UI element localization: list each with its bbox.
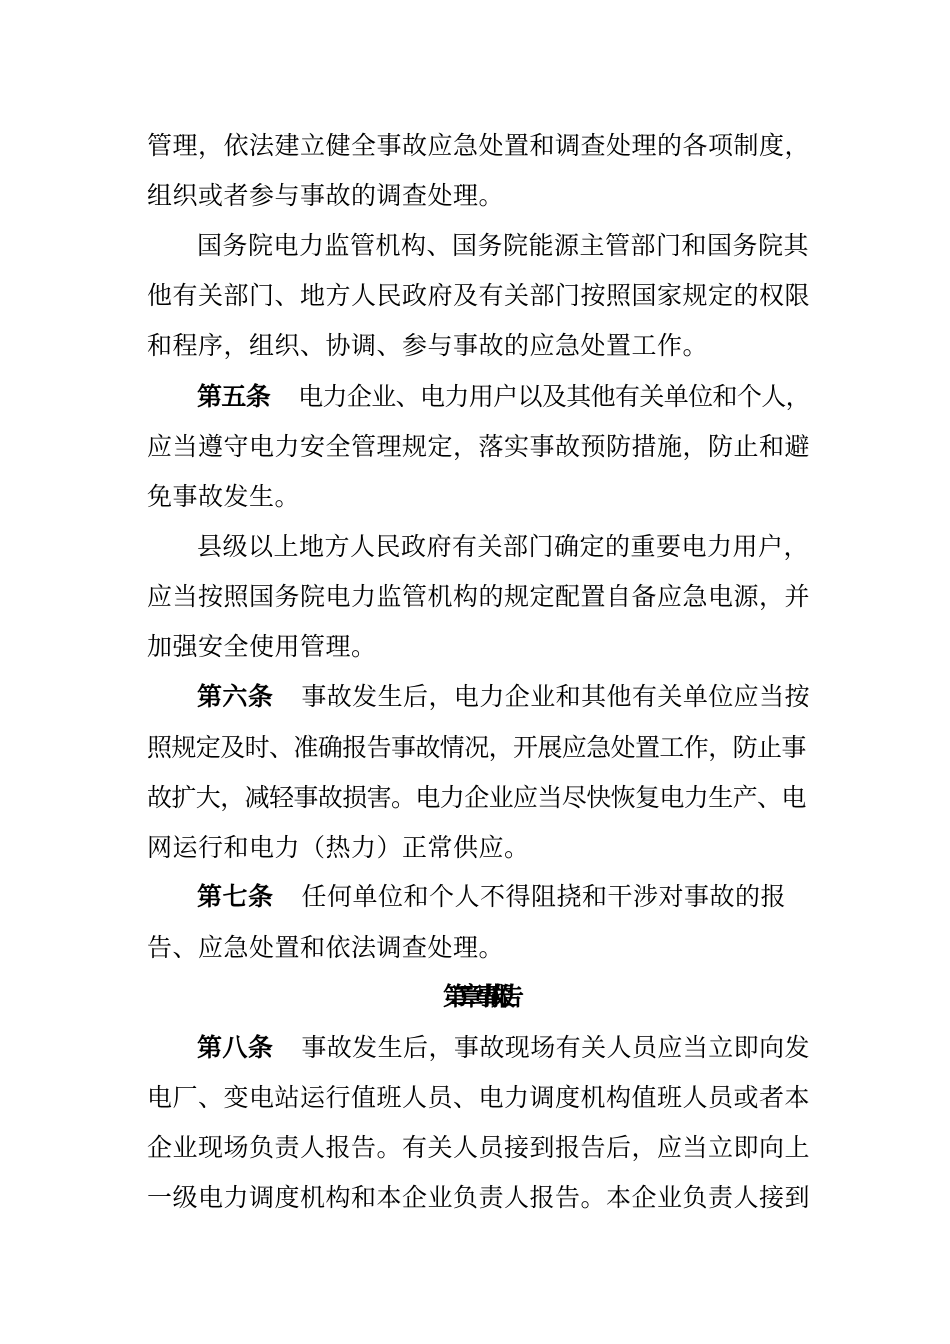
line-text: 管理，依法建立健全事故应急处置和调查处理的各项制度， xyxy=(147,131,810,160)
paragraph-line xyxy=(0,627,950,667)
paragraph-line xyxy=(0,828,950,868)
article-line xyxy=(0,1028,950,1068)
paragraph-line xyxy=(0,126,950,166)
paragraph-line xyxy=(0,728,950,768)
paragraph-line xyxy=(0,176,950,216)
article-number: 第七条 xyxy=(197,882,274,911)
paragraph-line xyxy=(0,427,950,467)
article-number: 第六条 xyxy=(197,682,274,711)
paragraph-line xyxy=(0,1078,950,1118)
paragraph-line xyxy=(0,577,950,617)
line-text xyxy=(197,1028,810,1068)
line-text: 县级以上地方人民政府有关部门确定的重要电力用户， xyxy=(197,532,810,561)
paragraph-line xyxy=(0,1128,950,1168)
paragraph-line xyxy=(0,226,950,266)
line-text: 网运行和电力（热力）正常供应。 xyxy=(147,833,530,862)
article-line xyxy=(0,877,950,917)
line-text xyxy=(197,377,810,417)
chapter-heading xyxy=(0,977,950,1017)
paragraph-line xyxy=(0,326,950,366)
article-text: 事故发生后，电力企业和其他有关单位应当按 xyxy=(301,682,810,711)
paragraph-line xyxy=(0,778,950,818)
line-text: 应当遵守电力安全管理规定，落实事故预防措施，防止和避 xyxy=(147,432,810,461)
paragraph-line xyxy=(0,276,950,316)
article-text: 电力企业、电力用户以及其他有关单位和个人， xyxy=(298,382,810,411)
line-text xyxy=(197,677,810,717)
article-line xyxy=(0,677,950,717)
line-text: 他有关部门、地方人民政府及有关部门按照国家规定的权限 xyxy=(147,281,810,310)
article-text: 任何单位和个人不得阻挠和干涉对事故的报 xyxy=(301,882,787,911)
chapter-title: 第二章 事故报告 xyxy=(442,982,507,1011)
line-text: 和程序，组织、协调、参与事故的应急处置工作。 xyxy=(147,331,709,360)
paragraph-line xyxy=(0,527,950,567)
article-number: 第八条 xyxy=(197,1033,274,1062)
line-text: 告、应急处置和依法调查处理。 xyxy=(147,933,505,962)
line-text: 故扩大，减轻事故损害。电力企业应当尽快恢复电力生产、电 xyxy=(147,783,806,812)
line-text: 一级电力调度机构和本企业负责人报告。本企业负责人接到 xyxy=(147,1183,810,1212)
line-text: 组织或者参与事故的调查处理。 xyxy=(147,181,505,210)
line-text: 应当按照国务院电力监管机构的规定配置自备应急电源，并 xyxy=(147,582,810,611)
line-text: 电厂、变电站运行值班人员、电力调度机构值班人员或者本 xyxy=(147,1083,810,1112)
line-text: 照规定及时、准确报告事故情况，开展应急处置工作，防止事 xyxy=(147,733,806,762)
line-text: 企业现场负责人报告。有关人员接到报告后，应当立即向上 xyxy=(147,1133,810,1162)
line-text: 免事故发生。 xyxy=(147,482,301,511)
paragraph-line xyxy=(0,928,950,968)
line-text xyxy=(197,877,786,917)
paragraph-line xyxy=(0,1178,950,1218)
article-number: 第五条 xyxy=(197,382,271,411)
article-text: 事故发生后，事故现场有关人员应当立即向发 xyxy=(301,1033,810,1062)
paragraph-line xyxy=(0,477,950,517)
line-text: 加强安全使用管理。 xyxy=(147,632,377,661)
line-text: 国务院电力监管机构、国务院能源主管部门和国务院其 xyxy=(197,231,810,260)
article-line xyxy=(0,377,950,417)
